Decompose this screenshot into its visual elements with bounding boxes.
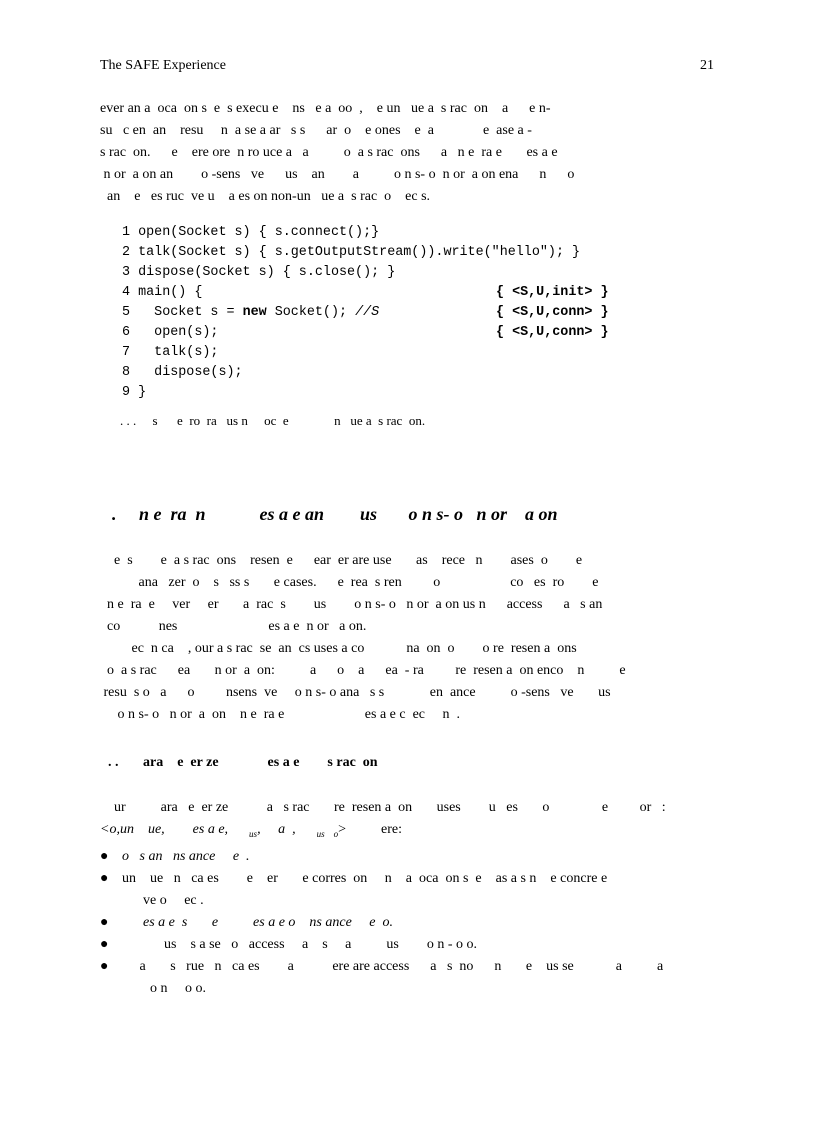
- section-paragraph: [100, 550, 720, 726]
- tuple-text: , a ,: [257, 822, 296, 837]
- bullet-icon: ●: [100, 915, 109, 930]
- annotation-line-7: { <S,U,conn> }: [496, 325, 609, 340]
- annotation-line-5: { <S,U,init> }: [496, 285, 609, 300]
- text-line: o n s- o n or a on n e ra e es a e c ec n .: [100, 707, 461, 722]
- text-line: su c en an resu n a se a ar s s ar o e ones e a e ase a -: [100, 123, 532, 138]
- line-number: 4: [122, 285, 131, 300]
- text-line: ec n ca , our a s rac se an cs uses a co na on o o re resen a ons: [100, 641, 577, 656]
- code-comment: //S: [355, 305, 380, 320]
- list-item: [100, 846, 720, 868]
- code-text: open(Socket s) { s.connect();}: [138, 225, 380, 240]
- page-number: 21: [700, 58, 714, 73]
- code-line-1: [122, 223, 580, 243]
- section-heading: . n e ra n es a e an us o n s- o n or a on: [112, 504, 558, 524]
- text-line: an e es ruc ve u a es on non-un ue a s rac o ec s.: [100, 189, 431, 204]
- list-item-text: es a e s e es a e o ns ance e o.: [122, 915, 394, 930]
- running-header-title: The SAFE Experience: [100, 58, 226, 73]
- code-line-7: [122, 343, 580, 363]
- code-text: dispose(s);: [138, 365, 243, 380]
- tuple-subscript: us: [249, 828, 258, 839]
- text-line: o a s rac ea n or a on: a o a ea - ra re resen a on enco n e: [100, 663, 626, 678]
- code-annotations: [496, 283, 609, 343]
- figure-caption: . . . s e ro ra us n oc e n ue a s rac on.: [120, 413, 426, 428]
- line-number: 6: [122, 325, 131, 340]
- list-item: [100, 956, 720, 1000]
- subsection-paragraph: [100, 797, 720, 845]
- line-number: 1: [122, 225, 131, 240]
- code-text: main() {: [138, 285, 203, 300]
- line-number: 2: [122, 245, 131, 260]
- list-item: [100, 868, 720, 912]
- list-item-text: o n o o.: [122, 981, 206, 996]
- bullet-icon: ●: [100, 937, 109, 952]
- code-text: talk(Socket s) { s.getOutputStream()).write("hello"); }: [138, 245, 581, 260]
- code-line-8: [122, 363, 580, 383]
- code-text: dispose(Socket s) { s.close(); }: [138, 265, 396, 280]
- text-line: s rac on. e ere ore n ro uce a a o a s rac ons a n e ra e es a e: [100, 145, 558, 160]
- list-item-text: o s an ns ance e .: [122, 849, 250, 864]
- tuple-text: <o,un ue, es a e,: [100, 822, 229, 837]
- text-line: ana zer o s ss s e cases. e rea s ren o co es ro e: [100, 575, 599, 590]
- code-text: Socket s =: [138, 305, 243, 320]
- text-line: ur ara e er ze a s rac re resen a on uses u es o e or :: [100, 800, 666, 815]
- list-item-text: us s a se o access a s a us o n - o o.: [122, 937, 478, 952]
- bullet-icon: ●: [100, 959, 109, 974]
- text-line: n e ra e ver er a rac s us o n s- o n or a on us n access a s an: [100, 597, 603, 612]
- text-line-tuple: [100, 819, 720, 845]
- code-text: open(s);: [138, 325, 219, 340]
- bullet-icon: ●: [100, 849, 109, 864]
- code-text: talk(s);: [138, 345, 219, 360]
- text-line: co nes es a e n or a on.: [100, 619, 367, 634]
- code-line-9: [122, 383, 580, 403]
- text-line: n or a on an o -sens ve us an a o n s- o n or a on ena n o: [100, 167, 575, 182]
- text-line: resu s o a o nsens ve o n s- o ana s s en ance o -sens ve us: [100, 685, 611, 700]
- subsection-heading: . . ara e er ze es a e s rac on: [108, 755, 378, 770]
- intro-paragraph: [100, 98, 720, 208]
- line-number: 3: [122, 265, 131, 280]
- list-item: [100, 934, 720, 956]
- code-text: Socket();: [266, 305, 356, 320]
- text-line: e s e a s rac ons resen e ear er are use as rece n ases o e: [100, 553, 583, 568]
- keyword-new: new: [242, 305, 267, 320]
- line-number: 7: [122, 345, 131, 360]
- code-line-2: [122, 243, 580, 263]
- list-item-text: ve o ec .: [122, 893, 204, 908]
- annotation-line-6: { <S,U,conn> }: [496, 305, 609, 320]
- code-text: }: [138, 385, 147, 400]
- list-item-text: a s rue n ca es a ere are access a s no n e us se a a: [122, 959, 664, 974]
- tuple-text: > ere:: [338, 822, 402, 837]
- list-item: [100, 912, 720, 934]
- list-item-text: un ue n ca es e er e corres on n a oca on s e as a s n e concre e: [122, 871, 608, 886]
- text-line: ever an a oca on s e s execu e ns e a oo , e un ue a s rac on a e n-: [100, 101, 551, 116]
- bullet-icon: ●: [100, 871, 109, 886]
- line-number: 8: [122, 365, 131, 380]
- definition-list: [100, 846, 720, 1000]
- tuple-subscript: us o: [316, 828, 339, 839]
- line-number: 5: [122, 305, 131, 320]
- code-line-3: [122, 263, 580, 283]
- line-number: 9: [122, 385, 131, 400]
